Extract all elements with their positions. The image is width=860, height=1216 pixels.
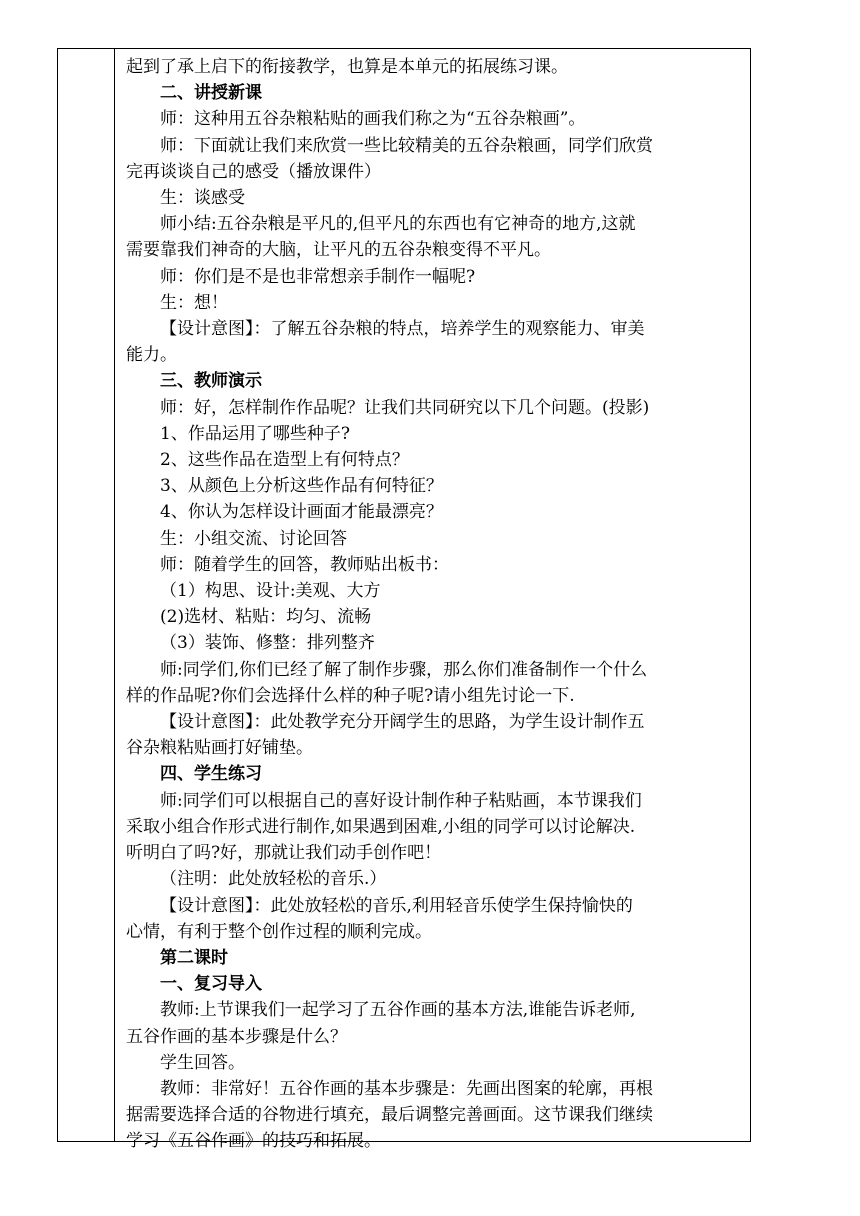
table-label-column [58, 49, 115, 1141]
text-line: 3、从颜色上分析这些作品有何特征？ [160, 476, 443, 497]
text-line: 据需要选择合适的谷物进行填充，最后调整完善画面。这节课我们继续 [126, 1105, 653, 1126]
text-line: 【设计意图】：了解五谷杂粮的特点，培养学生的观察能力、审美 [160, 319, 645, 340]
text-line: 需要靠我们神奇的大脑，让平凡的五谷杂粮变得不平凡。 [126, 240, 551, 261]
text-line: 生：谈感受 [160, 188, 245, 209]
text-line: 师：这种用五谷杂粮粘贴的画我们称之为“五谷杂粮画”。 [160, 109, 586, 130]
table-content-cell [116, 49, 750, 1152]
text-line: 师:同学们,你们已经了解了制作步骤，那么你们准备制作一个什么 [160, 659, 648, 680]
text-line: 起到了承上启下的衔接教学，也算是本单元的拓展练习课。 [126, 57, 568, 77]
text-line: 教师：非常好！五谷作画的基本步骤是：先画出图案的轮廓，再根 [160, 1078, 653, 1099]
section-heading: 三、教师演示 [160, 371, 262, 392]
text-line: 生：想！ [160, 292, 228, 313]
text-line: 4、你认为怎样设计画面才能最漂亮？ [160, 502, 443, 523]
text-line: 师：下面就让我们来欣赏一些比较精美的五谷杂粮画，同学们欣赏 [160, 135, 653, 156]
text-line: 完再谈谈自己的感受（播放课件） [126, 161, 381, 182]
text-line: 【设计意图】：此处教学充分开阔学生的思路，为学生设计制作五 [160, 712, 645, 733]
text-line: (2)选材、粘贴：均匀、流畅 [160, 607, 372, 628]
text-line: 师：随着学生的回答，教师贴出板书： [160, 554, 449, 575]
text-line: 2、这些作品在造型上有何特点？ [160, 450, 409, 471]
section-heading: 四、学生练习 [160, 764, 262, 785]
text-line: （1）构思、设计:美观、大方 [160, 581, 381, 602]
text-line: 心情，有利于整个创作过程的顺利完成。 [126, 921, 432, 942]
section-heading: 第二课时 [160, 947, 228, 968]
text-line: （注明：此处放轻松的音乐.） [160, 869, 387, 890]
lesson-plan-table [57, 48, 751, 1152]
text-line: 师：好，怎样制作作品呢？让我们共同研究以下几个问题。(投影) [160, 397, 650, 418]
text-line: 1、作品运用了哪些种子? [160, 423, 350, 444]
text-line: 师小结:五谷杂粮是平凡的,但平凡的东西也有它神奇的地方,这就 [160, 214, 636, 235]
text-line: 学习《五谷作画》的技巧和拓展。 [126, 1131, 381, 1152]
text-line: 采取小组合作形式进行制作,如果遇到困难,小组的同学可以讨论解决. [126, 816, 636, 837]
text-line: 教师:上节课我们一起学习了五谷作画的基本方法,谁能告诉老师, [160, 1000, 636, 1021]
text-line: 样的作品呢?你们会选择什么样的种子呢?请小组先讨论一下. [126, 685, 575, 706]
text-line: 谷杂粮粘贴画打好铺垫。 [126, 738, 313, 759]
text-line: （3）装饰、修整：排列整齐 [160, 633, 375, 654]
section-heading: 二、讲授新课 [160, 83, 262, 104]
text-line: 【设计意图】：此处放轻松的音乐,利用轻音乐使学生保持愉快的 [160, 895, 633, 916]
text-line: 师：你们是不是也非常想亲手制作一幅呢? [160, 266, 476, 287]
section-heading: 一、复习导入 [160, 974, 262, 995]
text-line: 学生回答。 [160, 1052, 245, 1073]
text-line: 生：小组交流、讨论回答 [160, 528, 347, 549]
text-line: 师:同学们可以根据自己的喜好设计制作种子粘贴画，本节课我们 [160, 790, 642, 811]
text-line: 能力。 [126, 345, 177, 366]
text-line: 听明白了吗?好，那就让我们动手创作吧！ [126, 843, 442, 864]
text-line: 五谷作画的基本步骤是什么？ [126, 1026, 347, 1047]
